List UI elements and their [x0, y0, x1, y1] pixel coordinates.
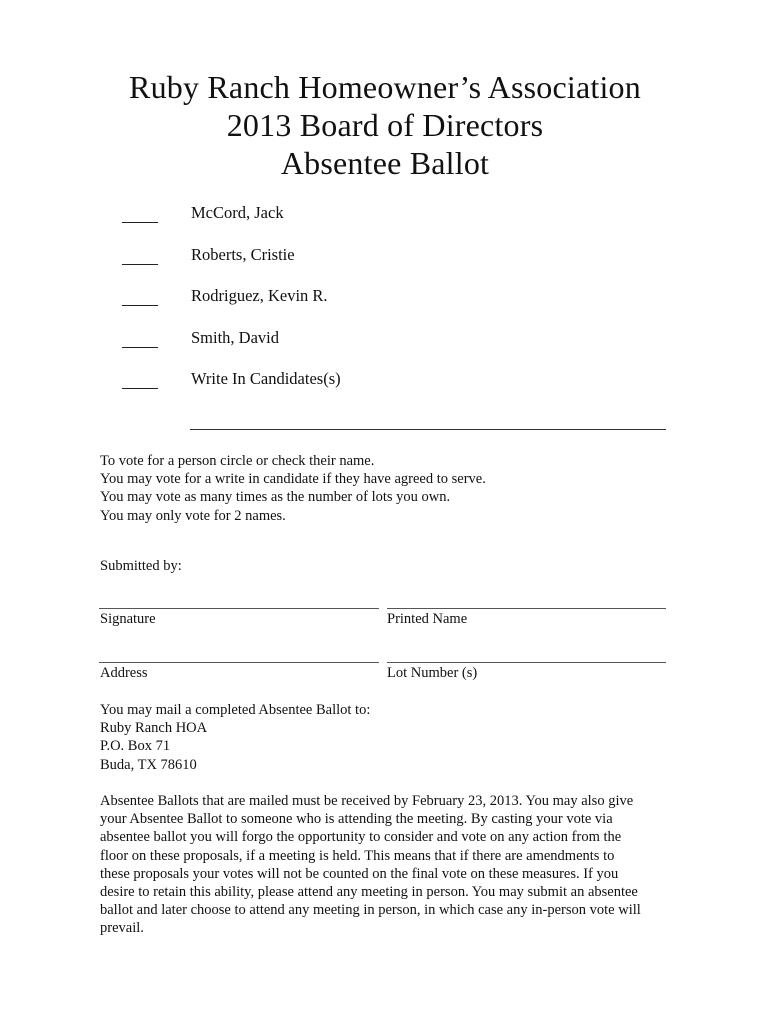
notice-line: absentee ballot you will forgo the opportunity to consider and vote on any action from the	[100, 829, 622, 846]
instruction-line: You may vote for a write in candidate if they have agreed to serve.	[100, 471, 486, 488]
notice-line: desire to retain this ability, please attend any meeting in person. You may submit an absentee	[100, 884, 638, 901]
notice-line: floor on these proposals, if a meeting is held. This means that if there are amendments to	[100, 847, 615, 864]
vote-blank[interactable]	[122, 286, 158, 306]
vote-blank[interactable]	[122, 369, 158, 389]
absentee-notice	[100, 792, 680, 938]
notice-line: your Absentee Ballot to someone who is attending the meeting. By casting your vote via	[100, 811, 613, 828]
instruction-line: You may only vote for 2 names.	[100, 507, 286, 524]
candidate-name: Rodriguez, Kevin R.	[191, 286, 328, 305]
candidate-name: Roberts, Cristie	[191, 244, 295, 264]
notice-line: ballot and later choose to attend any meeting in person, in which case any in-person vote will	[100, 902, 641, 919]
notice-line: Absentee Ballots that are mailed must be received by February 23, 2013. You may also give	[100, 793, 634, 809]
notice-line: these proposals your votes will not be counted on the final vote on these measures. If you	[100, 865, 619, 882]
mail-intro: You may mail a completed Absentee Ballot to:	[100, 702, 371, 718]
write-in-name-line[interactable]	[190, 429, 666, 430]
mail-city: Buda, TX 78610	[100, 756, 197, 773]
candidate-name: McCord, Jack	[191, 203, 284, 222]
candidate-name: Smith, David	[191, 327, 280, 347]
printed-name-label: Printed Name	[387, 611, 468, 627]
voting-instructions	[100, 452, 486, 525]
submitted-by-label: Submitted by:	[100, 558, 182, 574]
candidate-row-smith	[122, 328, 682, 370]
notice-line: prevail.	[100, 920, 144, 937]
instruction-line: You may vote as many times as the number of lots you own.	[100, 489, 451, 506]
candidate-row-write-in	[122, 369, 682, 411]
title-board: 2013 Board of Directors	[226, 107, 544, 143]
vote-blank[interactable]	[122, 203, 158, 223]
vote-blank[interactable]	[122, 245, 158, 265]
lot-number-label: Lot Number (s)	[387, 665, 478, 681]
mailing-address	[100, 701, 370, 774]
mail-recipient: Ruby Ranch HOA	[100, 720, 208, 737]
mail-po-box: P.O. Box 71	[100, 738, 171, 755]
candidate-row-roberts	[122, 245, 682, 287]
title-association: Ruby Ranch Homeowner’s Association	[129, 69, 641, 105]
printed-name-line[interactable]	[387, 608, 666, 609]
candidate-list	[122, 203, 682, 411]
title-ballot: Absentee Ballot	[280, 145, 490, 181]
address-line[interactable]	[99, 662, 379, 663]
candidate-name: Write In Candidates(s)	[191, 369, 341, 388]
page-title	[0, 68, 770, 182]
address-label: Address	[100, 665, 148, 681]
vote-blank[interactable]	[122, 328, 158, 348]
instruction-line: To vote for a person circle or check their name.	[100, 453, 375, 469]
candidate-row-rodriguez	[122, 286, 682, 328]
signature-line[interactable]	[99, 608, 379, 609]
candidate-row-mccord	[122, 203, 682, 245]
signature-label: Signature	[100, 611, 156, 627]
lot-number-line[interactable]	[387, 662, 666, 663]
